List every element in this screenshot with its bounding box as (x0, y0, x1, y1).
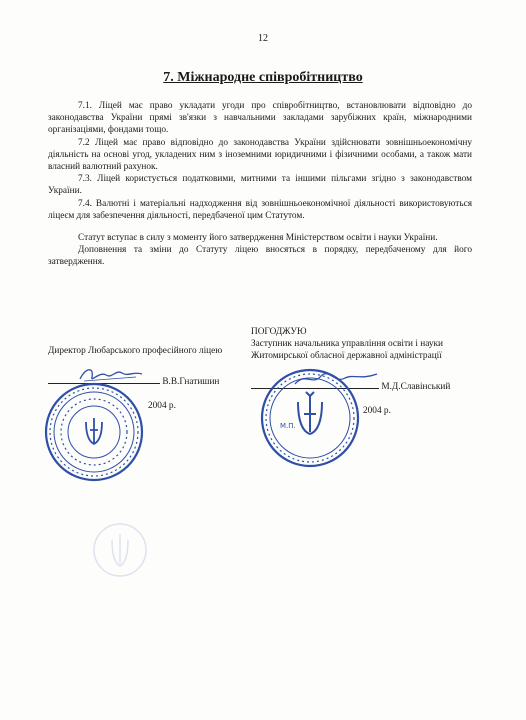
bleed-through-emblem (90, 520, 150, 580)
left-signatory-name: В.В.Гнатишин (162, 377, 220, 387)
left-date-year: 2004 р. (148, 401, 176, 411)
stamp-seal-mark: М.П. (280, 422, 296, 430)
page-number: 12 (258, 33, 268, 44)
left-round-stamp (42, 380, 146, 484)
paragraph-7-4: 7.4. Валютні і матеріальні надходження від зовнішньоекономічної діяльності використовуються ліцеєм для забезпечення діяльності, передбаченої цим Статутом. (48, 198, 472, 221)
closing-paragraph-effect: Статут вступає в силу з моменту його затвердження Міністерством освіти і науки України. (78, 233, 438, 244)
closing-paragraph-amendments: Доповнення та зміни до Статуту ліцею вносяться в порядку, передбаченому для його затвердження. (48, 245, 472, 268)
section-heading: 7. Міжнародне співробітництво (163, 70, 363, 85)
left-signatory-title: Директор Любарського професійного ліцею (48, 346, 223, 356)
paragraph-7-3: 7.3. Ліцей користується податковими, митними та іншими пільгами згідно з законодавством України. (48, 174, 472, 197)
right-round-stamp (258, 366, 362, 470)
document-body (48, 100, 472, 269)
approval-label: ПОГОДЖУЮ (251, 327, 307, 337)
right-signatory-title: Заступник начальника управління освіти і науки Житомирської обласної державної адміністрації (251, 339, 443, 361)
right-signatory-name: М.Д.Славінський (381, 382, 451, 392)
paragraph-7-1: 7.1. Ліцей має право укладати угоди про співробітництво, встановлювати відповідно до законодавства України прямі зв'язки з навчальними закладами зарубіжних країн, міжнародними організаціями, фондами тощо. (48, 101, 472, 136)
right-date-year: 2004 р. (363, 406, 391, 416)
paragraph-7-2: 7.2 Ліцей має право відповідно до законодавства України здійснювати зовнішньоекономічну діяльність на основі угод, укладених ним з іноземними юридичними і фізичними особами, а також мати власний валютний рахунок. (48, 137, 472, 173)
